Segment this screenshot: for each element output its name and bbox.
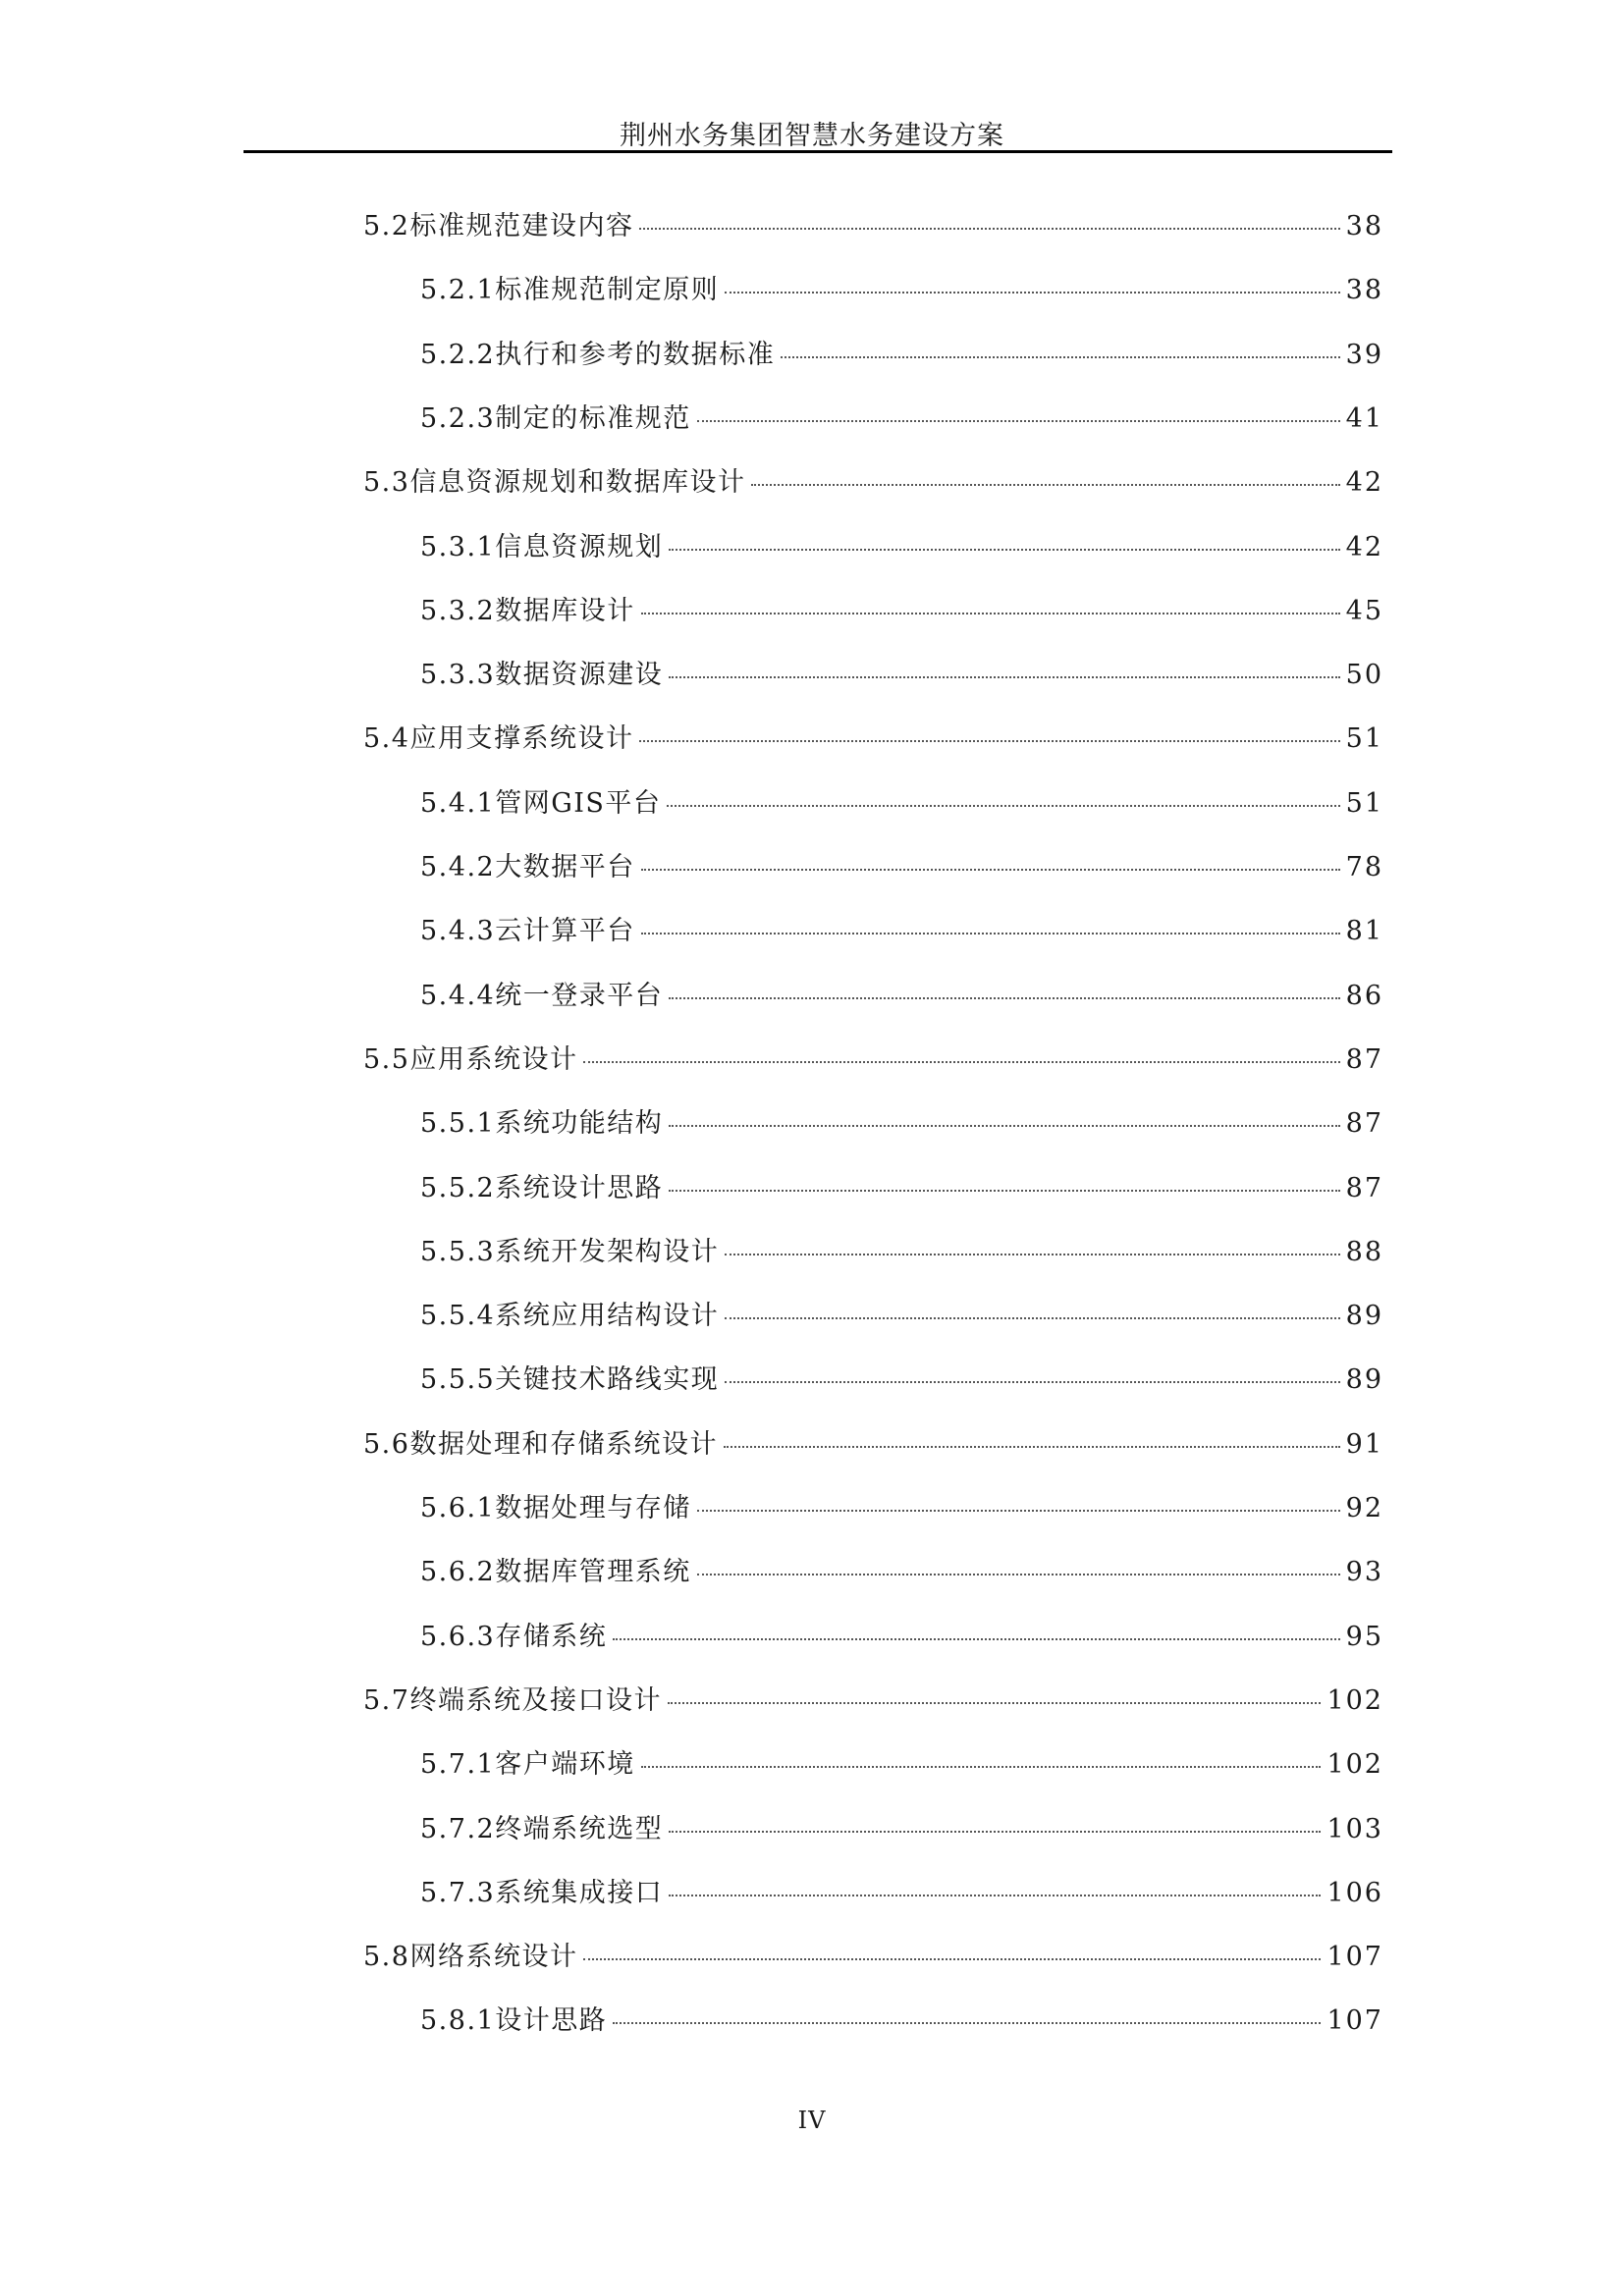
toc-entry[interactable]: [420, 1169, 1383, 1208]
toc-entry[interactable]: [420, 1618, 1383, 1657]
toc-entry-label: 5.6.1数据处理与存储: [420, 1493, 691, 1523]
toc-entry-page-number: 51: [1345, 787, 1383, 819]
toc-entry-label: 5.8.1设计思路: [420, 2005, 608, 2037]
toc-dot-leader: [641, 1766, 1322, 1768]
toc-entry-page-number: 42: [1345, 531, 1383, 562]
toc-entry[interactable]: [420, 1104, 1383, 1144]
toc-entry-page-number: 81: [1345, 916, 1383, 947]
toc-dot-leader: [751, 484, 1339, 486]
toc-dot-leader: [697, 420, 1340, 422]
toc-entry-page-number: 45: [1345, 595, 1383, 626]
toc-dot-leader: [725, 1254, 1339, 1255]
toc-entry-page-number: 92: [1345, 1493, 1383, 1523]
toc-entry-label: 5.3.3数据资源建设: [420, 660, 664, 691]
toc-entry[interactable]: [363, 207, 1383, 246]
toc-entry-label: 5.6.2数据库管理系统: [420, 1557, 691, 1588]
toc-entry[interactable]: [363, 463, 1383, 503]
toc-entry[interactable]: [420, 271, 1383, 310]
toc-entry-label: 5.4.4统一登录平台: [420, 980, 664, 1011]
toc-entry[interactable]: [420, 784, 1383, 824]
page-number: IV: [797, 2107, 827, 2134]
toc-entry-page-number: 38: [1345, 275, 1383, 306]
toc-entry-label: 5.2标准规范建设内容: [363, 211, 634, 241]
toc-entry-page-number: 51: [1345, 723, 1383, 755]
toc-entry-page-number: 50: [1345, 660, 1383, 691]
toc-entry-label: 5.5应用系统设计: [363, 1043, 578, 1075]
toc-dot-leader: [613, 1638, 1339, 1640]
toc-entry[interactable]: [363, 1682, 1383, 1721]
toc-entry-page-number: 87: [1345, 1043, 1383, 1075]
toc-entry-page-number: 38: [1345, 211, 1383, 241]
toc-entry[interactable]: [420, 1874, 1383, 1913]
toc-entry[interactable]: [420, 848, 1383, 887]
toc-dot-leader: [725, 1381, 1339, 1383]
toc-entry-label: 5.7.3系统集成接口: [420, 1877, 664, 1908]
toc-dot-leader: [697, 1574, 1340, 1575]
toc-entry-label: 5.4应用支撑系统设计: [363, 723, 634, 755]
toc-entry[interactable]: [420, 2002, 1383, 2041]
toc-entry-label: 5.4.3云计算平台: [420, 916, 635, 947]
toc-dot-leader: [583, 1958, 1321, 1960]
toc-dot-leader: [669, 676, 1339, 678]
toc-entry-page-number: 41: [1345, 402, 1383, 434]
toc-entry-page-number: 102: [1326, 1749, 1383, 1781]
toc-dot-leader: [668, 1702, 1322, 1704]
toc-entry[interactable]: [420, 336, 1383, 375]
toc-entry[interactable]: [363, 1041, 1383, 1080]
toc-entry[interactable]: [420, 400, 1383, 439]
page-header-title: 荆州水务集团智慧水务建设方案: [620, 121, 1004, 151]
toc-entry-page-number: 88: [1345, 1236, 1383, 1267]
toc-entry-label: 5.2.2执行和参考的数据标准: [420, 339, 776, 370]
toc-entry-label: 5.5.2系统设计思路: [420, 1172, 664, 1203]
toc-entry-label: 5.7终端系统及接口设计: [363, 1684, 662, 1716]
toc-dot-leader: [724, 1446, 1340, 1448]
toc-entry-page-number: 103: [1326, 1813, 1383, 1844]
toc-entry-page-number: 107: [1326, 2005, 1383, 2037]
toc-entry-label: 5.5.4系统应用结构设计: [420, 1301, 720, 1332]
toc-dot-leader: [725, 1317, 1339, 1319]
toc-entry-page-number: 89: [1345, 1364, 1383, 1396]
toc-dot-leader: [669, 1125, 1339, 1127]
toc-dot-leader: [641, 613, 1340, 614]
toc-entry[interactable]: [420, 977, 1383, 1016]
toc-entry-label: 5.3.2数据库设计: [420, 595, 635, 626]
toc-entry[interactable]: [363, 1938, 1383, 1977]
toc-entry-label: 5.7.1客户端环境: [420, 1749, 635, 1781]
toc-entry[interactable]: [420, 1297, 1383, 1336]
header-rule: [244, 150, 1392, 153]
toc-dot-leader: [669, 1190, 1339, 1192]
toc-entry[interactable]: [420, 528, 1383, 567]
toc-dot-leader: [697, 1510, 1340, 1512]
toc-entry-page-number: 93: [1345, 1557, 1383, 1588]
toc-dot-leader: [725, 292, 1339, 294]
toc-entry-label: 5.6数据处理和存储系统设计: [363, 1428, 718, 1460]
toc-dot-leader: [667, 805, 1339, 807]
toc-entry[interactable]: [420, 1233, 1383, 1272]
toc-entry-page-number: 86: [1345, 980, 1383, 1011]
toc-entry-label: 5.5.5关键技术路线实现: [420, 1364, 720, 1396]
toc-entry[interactable]: [363, 720, 1383, 759]
toc-dot-leader: [781, 356, 1339, 358]
toc-entry-label: 5.7.2终端系统选型: [420, 1813, 664, 1844]
toc-entry-page-number: 78: [1345, 852, 1383, 882]
toc-dot-leader: [669, 1831, 1321, 1833]
toc-entry-page-number: 39: [1345, 339, 1383, 370]
toc-entry[interactable]: [420, 1553, 1383, 1592]
toc-dot-leader: [613, 2022, 1321, 2024]
toc-entry[interactable]: [420, 912, 1383, 951]
toc-entry-label: 5.3.1信息资源规划: [420, 531, 664, 562]
toc-entry-label: 5.8网络系统设计: [363, 1942, 578, 1973]
toc-entry[interactable]: [420, 1810, 1383, 1849]
toc-dot-leader: [639, 740, 1339, 742]
toc-entry-label: 5.5.3系统开发架构设计: [420, 1236, 720, 1267]
toc-entry-label: 5.4.1管网GIS平台: [420, 787, 662, 819]
toc-entry[interactable]: [420, 656, 1383, 695]
toc-entry-page-number: 91: [1345, 1428, 1383, 1460]
toc-entry-label: 5.4.2大数据平台: [420, 852, 635, 882]
toc-entry-label: 5.6.3存储系统: [420, 1621, 608, 1652]
toc-entry-label: 5.5.1系统功能结构: [420, 1108, 664, 1140]
toc-entry-label: 5.2.1标准规范制定原则: [420, 275, 720, 306]
toc-entry-page-number: 87: [1345, 1172, 1383, 1203]
toc-entry-page-number: 42: [1345, 467, 1383, 499]
toc-entry-page-number: 89: [1345, 1301, 1383, 1332]
toc-entry[interactable]: [420, 1489, 1383, 1528]
toc-entry-label: 5.3信息资源规划和数据库设计: [363, 467, 746, 499]
toc-dot-leader: [669, 997, 1339, 999]
toc-dot-leader: [639, 228, 1339, 230]
toc-dot-leader: [669, 549, 1339, 551]
toc-dot-leader: [669, 1895, 1321, 1896]
toc-entry-page-number: 87: [1345, 1108, 1383, 1140]
toc-entry[interactable]: [420, 592, 1383, 631]
toc-dot-leader: [641, 869, 1340, 871]
toc-entry-page-number: 106: [1326, 1877, 1383, 1908]
toc-dot-leader: [641, 933, 1340, 934]
toc-entry[interactable]: [363, 1425, 1383, 1465]
toc-dot-leader: [583, 1061, 1339, 1063]
toc-entry-page-number: 102: [1326, 1684, 1383, 1716]
toc-entry-page-number: 107: [1326, 1942, 1383, 1973]
toc-entry[interactable]: [420, 1361, 1383, 1400]
toc-entry-page-number: 95: [1345, 1621, 1383, 1652]
toc-entry-label: 5.2.3制定的标准规范: [420, 402, 691, 434]
toc-entry[interactable]: [420, 1745, 1383, 1785]
